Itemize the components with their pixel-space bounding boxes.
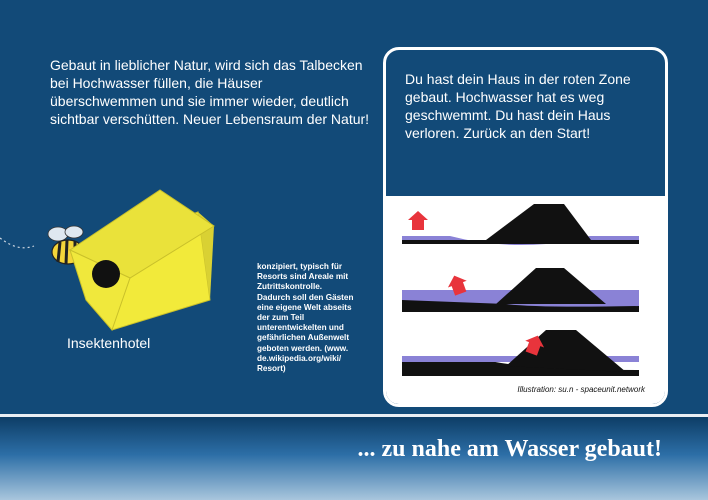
house-icon <box>408 211 428 230</box>
scene-dry <box>402 204 639 245</box>
insect-hotel-label: Insektenhotel <box>67 335 151 351</box>
card-message: Du hast dein Haus in der roten Zone gebaut. Hochwasser hat es weg geschwemmt. Du hast dein Haus verloren. Zurück an den Start! <box>405 71 631 141</box>
card-illustration <box>386 196 665 404</box>
side-note: konzipiert, typisch für Resorts sind Areale mit Zutrittskontrolle. Dadurch soll den Gästen eine eigene Welt abseits der zum Teil unterentwickelten und gefährlichen Außenwelt geboten werden. (www. de.wikipedia.org/wiki/ Resort) <box>257 262 354 374</box>
hill-icon <box>506 330 626 372</box>
card-header <box>386 50 665 196</box>
illustration-credit: Illustration: su.n - spaceunit.network <box>517 385 645 394</box>
flood-scenes <box>386 196 665 404</box>
hill-icon <box>486 204 591 240</box>
tagline: ... zu nahe am Wasser gebaut! <box>357 436 662 462</box>
intro-text: Gebaut in lieblicher Natur, wird sich das Talbecken bei Hochwasser füllen, die Häuser überschwemmen und sie immer wieder, deutlich sichtbar verschütten. Neuer Lebensraum der Natur! <box>50 57 370 127</box>
flight-path-icon <box>0 238 34 248</box>
insect-hotel-illustration <box>0 0 260 340</box>
insect-hotel-icon <box>70 190 214 330</box>
result-card <box>383 47 668 407</box>
scene-buried <box>402 330 639 376</box>
hill-icon <box>496 268 606 304</box>
scene-flood <box>402 268 639 312</box>
